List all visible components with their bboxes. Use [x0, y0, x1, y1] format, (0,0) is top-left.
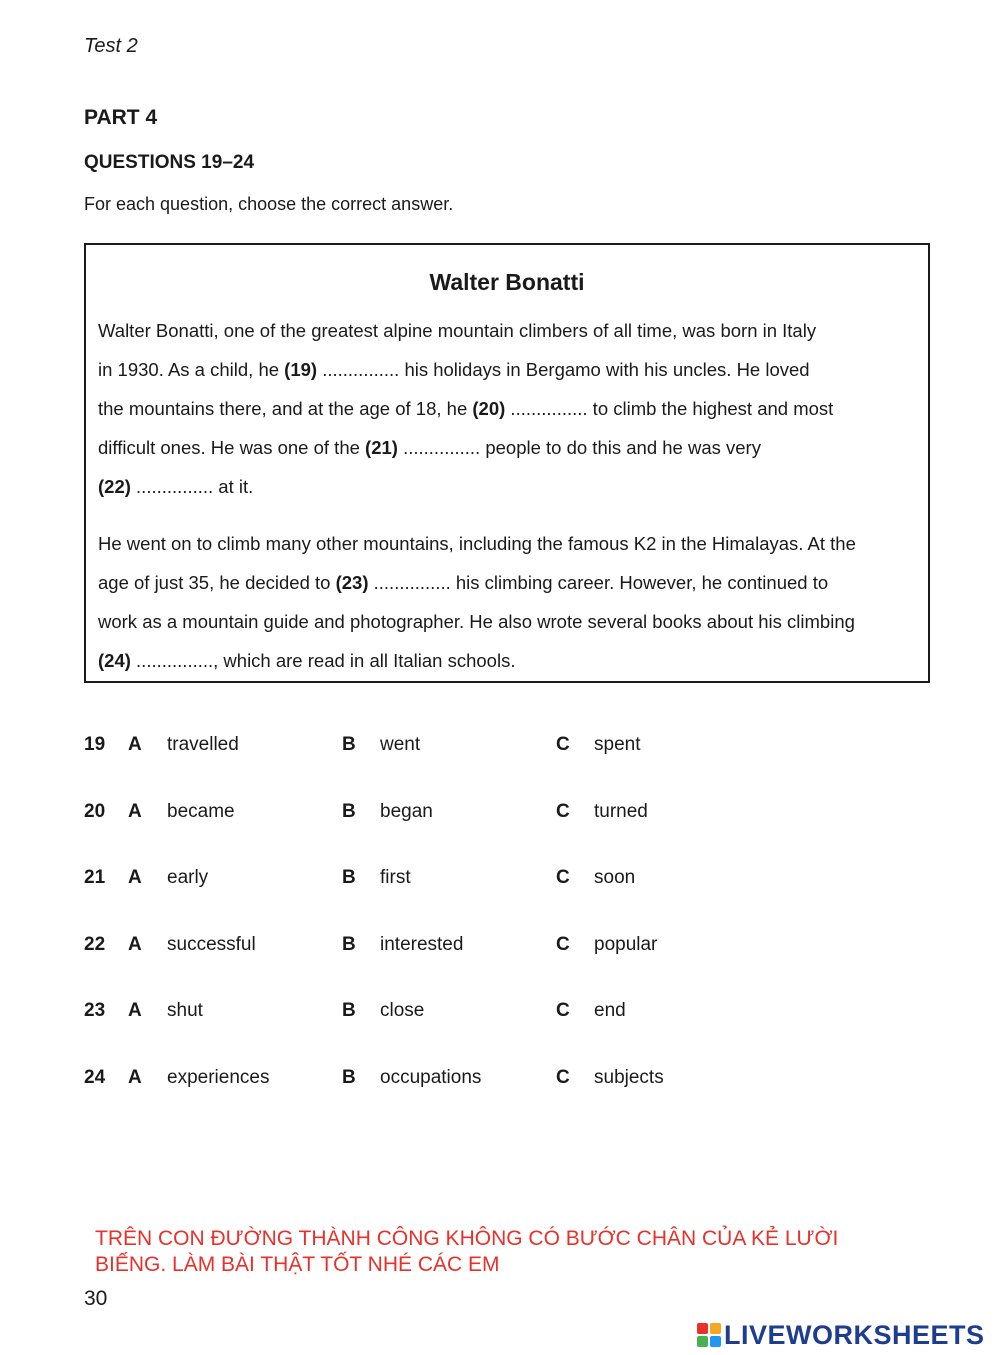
passage-paragraph-1: [98, 311, 928, 506]
passage-line: [98, 524, 928, 563]
option-letter-c: C: [556, 800, 570, 822]
gap-number-22: (22): [98, 476, 131, 497]
passage-line: [98, 389, 928, 428]
option-letter-a: A: [128, 1000, 142, 1022]
option-letter-c: C: [556, 867, 570, 889]
liveworksheets-brand: [697, 1318, 985, 1352]
question-number: 19: [84, 734, 106, 755]
question-number: 20: [84, 800, 106, 822]
option-letter-a: A: [128, 933, 142, 955]
option-c[interactable]: spent: [594, 734, 641, 755]
option-c[interactable]: soon: [594, 867, 636, 889]
instruction: For each question, choose the correct answer.: [84, 194, 454, 214]
option-c[interactable]: subjects: [594, 1066, 664, 1088]
option-letter-c: C: [556, 933, 570, 955]
passage-line: [98, 350, 928, 389]
part-title: PART 4: [84, 106, 158, 129]
passage-text: work as a mountain guide and photographer. He also wrote several books about his climbing: [98, 611, 855, 632]
option-letter-b: B: [342, 734, 356, 755]
motivation-message: [95, 1226, 955, 1278]
gap-24[interactable]: ..............., which are read in all Italian schools.: [130, 650, 516, 671]
gap-19[interactable]: ............... his holidays in Bergamo with his uncles. He loved: [317, 359, 810, 380]
option-a[interactable]: became: [167, 800, 235, 822]
option-letter-a: A: [128, 1066, 142, 1088]
option-letter-c: C: [556, 1066, 570, 1088]
option-c[interactable]: turned: [594, 800, 648, 822]
option-b[interactable]: went: [380, 734, 421, 755]
question-number: 21: [84, 867, 106, 889]
option-a[interactable]: shut: [167, 1000, 203, 1022]
passage-box: [84, 243, 930, 683]
passage-text: the mountains there, and at the age of 18, he: [98, 398, 473, 419]
option-letter-c: C: [556, 1000, 570, 1022]
passage-text: age of just 35, he decided to: [98, 572, 336, 593]
liveworksheets-logo-icon: [697, 1323, 721, 1347]
gap-number-21: (21): [365, 437, 398, 458]
gap-number-20: (20): [472, 398, 506, 419]
question-number: 23: [84, 1000, 106, 1022]
option-letter-b: B: [342, 867, 356, 889]
option-c[interactable]: popular: [594, 933, 658, 955]
option-c[interactable]: end: [594, 1000, 626, 1022]
page-number: 30: [84, 1287, 108, 1310]
passage-line: [98, 602, 928, 641]
gap-21[interactable]: ............... people to do this and he was very: [397, 437, 761, 458]
option-letter-b: B: [342, 933, 356, 955]
option-letter-a: A: [128, 867, 142, 889]
gap-number-23: (23): [335, 572, 369, 593]
motivation-line-2: BIẾNG. LÀM BÀI THẬT TỐT NHÉ CÁC EM: [95, 1253, 500, 1276]
option-letter-c: C: [556, 734, 570, 755]
passage-paragraph-2: [98, 524, 928, 680]
passage-line: [98, 563, 928, 602]
question-number: 24: [84, 1066, 106, 1088]
passage-title: Walter Bonatti: [429, 269, 585, 295]
questions-title: QUESTIONS 19–24: [84, 152, 255, 173]
option-letter-b: B: [342, 1066, 356, 1088]
option-a[interactable]: travelled: [167, 734, 239, 755]
gap-20[interactable]: ............... to climb the highest and most: [505, 398, 834, 419]
passage-text: difficult ones. He was one of the: [98, 437, 366, 458]
option-b[interactable]: interested: [380, 933, 464, 955]
option-letter-b: B: [342, 1000, 356, 1022]
gap-22[interactable]: ............... at it.: [130, 476, 254, 497]
option-a[interactable]: early: [167, 867, 209, 889]
option-a[interactable]: successful: [167, 933, 256, 955]
question-number: 22: [84, 933, 106, 955]
brand-name: LIVEWORKSHEETS: [724, 1319, 985, 1350]
passage-text: He went on to climb many other mountains, including the famous K2 in the Himalayas. At the: [98, 533, 856, 554]
test-label: Test 2: [84, 35, 138, 57]
option-letter-b: B: [342, 800, 356, 822]
passage-text: Walter Bonatti, one of the greatest alpine mountain climbers of all time, was born in Italy: [98, 320, 817, 341]
passage-line: [98, 467, 928, 506]
option-b[interactable]: occupations: [380, 1066, 482, 1088]
gap-number-19: (19): [284, 359, 318, 380]
passage-line: [98, 428, 928, 467]
option-b[interactable]: close: [380, 1000, 425, 1022]
gap-23[interactable]: ............... his climbing career. However, he continued to: [368, 572, 829, 593]
motivation-line-1: TRÊN CON ĐƯỜNG THÀNH CÔNG KHÔNG CÓ BƯỚC CHÂN CỦA KẺ LƯỜI: [95, 1227, 839, 1250]
gap-number-24: (24): [98, 650, 131, 671]
option-letter-a: A: [128, 800, 142, 822]
option-b[interactable]: began: [380, 800, 433, 822]
option-a[interactable]: experiences: [167, 1066, 270, 1088]
option-b[interactable]: first: [380, 867, 411, 889]
option-letter-a: A: [128, 734, 142, 755]
passage-text: in 1930. As a child, he: [98, 359, 285, 380]
passage-line: [98, 641, 928, 680]
passage-line: [98, 311, 928, 350]
